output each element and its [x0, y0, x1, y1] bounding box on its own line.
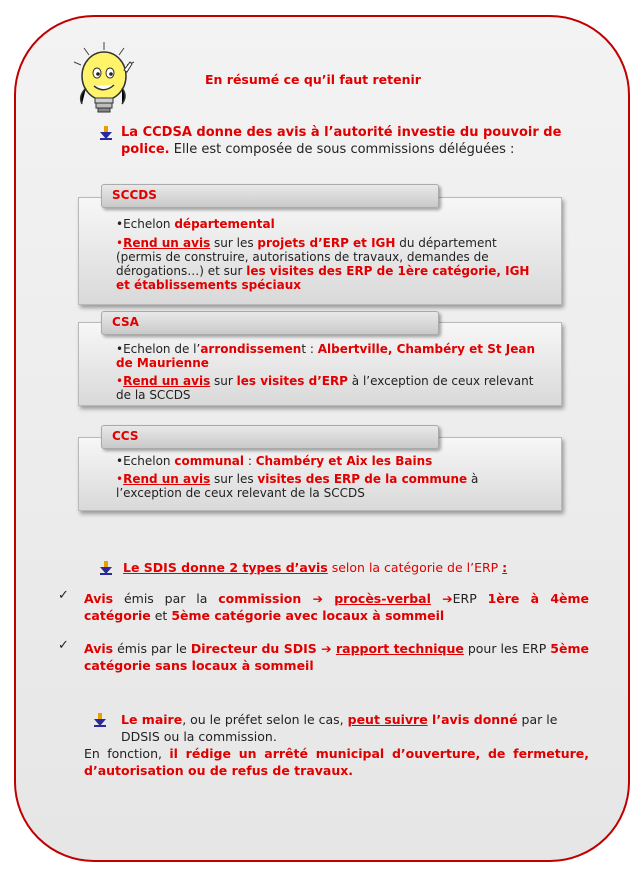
csa-b1-t: t : — [301, 342, 318, 356]
sccds-b2-bold1: projets d’ERP et IGH — [257, 236, 396, 250]
avis1-t3: et — [150, 608, 172, 623]
csa-b1-bold2: Albertville, Chambéry et St Jean de Maurienne — [116, 342, 536, 370]
csa-b1-pre: •Echelon de l’ — [116, 342, 201, 356]
avis-commission — [84, 590, 589, 624]
sdis-u1: Le SDIS donne 2 types d’avis — [123, 560, 328, 575]
ccs-tab: CCS — [101, 425, 439, 449]
csa-b2-t1: sur — [210, 374, 237, 388]
ccs-b1-bold2: Chambéry et Aix les Bains — [255, 454, 433, 468]
avis1-b: Avis — [84, 591, 114, 606]
maire-b3: il rédige un arrêté municipal d’ouverture, de fermeture, d’autorisation ou de refus de travaux. — [84, 746, 589, 778]
sccds-rend-un-avis: Rend un avis — [123, 236, 211, 250]
csa-rend-un-avis: Rend un avis — [123, 374, 211, 388]
csa-b2-bold1: les visites d’ERP — [236, 374, 348, 388]
maire-u: peut suivre — [347, 712, 428, 727]
sccds-b2-bold2: les visites des ERP de 1ère catégorie, IGH et établissements spéciaux — [116, 264, 530, 292]
checkmark-icon: ✓ — [58, 588, 69, 603]
ccs-b2-t1: sur les — [210, 472, 258, 486]
sdis-t1: selon la catégorie de l’ERP — [327, 560, 503, 575]
maire-line-2 — [84, 745, 589, 779]
intro-rest: Elle est composée de sous commissions déléguées : — [169, 142, 515, 157]
avis1-u: procès-verbal — [334, 591, 431, 606]
csa-b1-bold: arrondissemen — [200, 342, 302, 356]
maire-b2: l’avis donné — [427, 712, 518, 727]
arrow-right-icon: ➔ — [301, 591, 335, 606]
ccs-b2-bold1: visites des ERP de la commune — [257, 472, 468, 486]
avis1-t2: ERP — [452, 591, 488, 606]
sccds-b1-pre: •Echelon — [116, 217, 175, 231]
ccs-b1-pre: •Echelon — [116, 454, 175, 468]
avis1-b2: commission — [218, 591, 302, 606]
arrow-down-icon — [94, 713, 106, 727]
lightbulb-mascot-icon — [66, 40, 146, 120]
avis1-b3: 1ère à 4ème catégorie — [84, 591, 589, 623]
avis2-t1: émis par le — [113, 641, 191, 656]
intro-bold: La CCDSA donne des avis à l’autorité investie du pouvoir de police. — [121, 125, 562, 157]
sccds-b1-bold: départemental — [174, 217, 275, 231]
avis2-b3: 5ème catégorie sans locaux à sommeil — [84, 641, 589, 673]
maire-t1: , ou le préfet selon le cas, — [182, 712, 348, 727]
sccds-bullet-1 — [116, 217, 546, 231]
avis1-b4: 5ème catégorie avec locaux à sommeil — [171, 608, 445, 623]
maire-t3: En fonction, — [84, 746, 170, 761]
maire-b1: Le maire — [121, 712, 183, 727]
sdis-u2: : — [502, 560, 508, 575]
csa-bullet-2: •Rend un avis sur les visites d’ERP à l’exception de ceux relevant de la SCCDS — [116, 374, 534, 402]
avis-directeur — [84, 640, 589, 674]
ccs-b1-t: : — [244, 454, 256, 468]
arrow-right-icon: ➔ — [316, 641, 336, 656]
csa-bullet-1 — [116, 342, 546, 370]
ccs-b2-t2: à l’exception de ceux relevant de la SCCDS — [116, 472, 479, 500]
arrow-down-icon — [100, 126, 112, 140]
csa-tab: CSA — [101, 311, 439, 335]
maire-t2: par le DDSIS ou la commission. — [121, 712, 558, 744]
ccs-bullet-1 — [116, 454, 546, 468]
ccs-bullet-2: •Rend un avis sur les visites des ERP de la commune à l’exception de ceux relevant de la SCCDS — [116, 472, 479, 500]
avis2-b: Avis — [84, 641, 114, 656]
avis2-b2: Directeur du SDIS — [190, 641, 317, 656]
avis2-t2: pour les ERP — [463, 641, 551, 656]
checkmark-icon: ✓ — [58, 638, 69, 653]
ccs-rend-un-avis: Rend un avis — [123, 472, 211, 486]
sdis-heading — [123, 559, 593, 576]
ccs-b1-bold: communal — [174, 454, 245, 468]
sccds-b2-t1: sur les — [210, 236, 258, 250]
sccds-b2-t2: du département (permis de construire, autorisations de travaux, demandes de dérogations…) et sur — [116, 236, 497, 278]
sccds-tab: SCCDS — [101, 184, 439, 208]
intro-paragraph — [121, 124, 591, 158]
summary-title: En résumé ce qu’il faut retenir — [205, 72, 421, 87]
sccds-bullet-2: •Rend un avis sur les projets d’ERP et IGH du département (permis de construire, autorisations de travaux, demandes de dérogations…) et sur les visites des ERP de 1ère catégorie, IGH et établissements spéciaux — [116, 236, 530, 292]
avis1-t1: émis par la — [113, 591, 219, 606]
arrow-right-icon: ➔ — [430, 591, 453, 606]
arrow-down-icon — [100, 561, 112, 575]
avis2-u: rapport technique — [335, 641, 464, 656]
csa-b2-t2: à l’exception de ceux relevant de la SCCDS — [116, 374, 534, 402]
maire-line-1 — [121, 711, 591, 745]
